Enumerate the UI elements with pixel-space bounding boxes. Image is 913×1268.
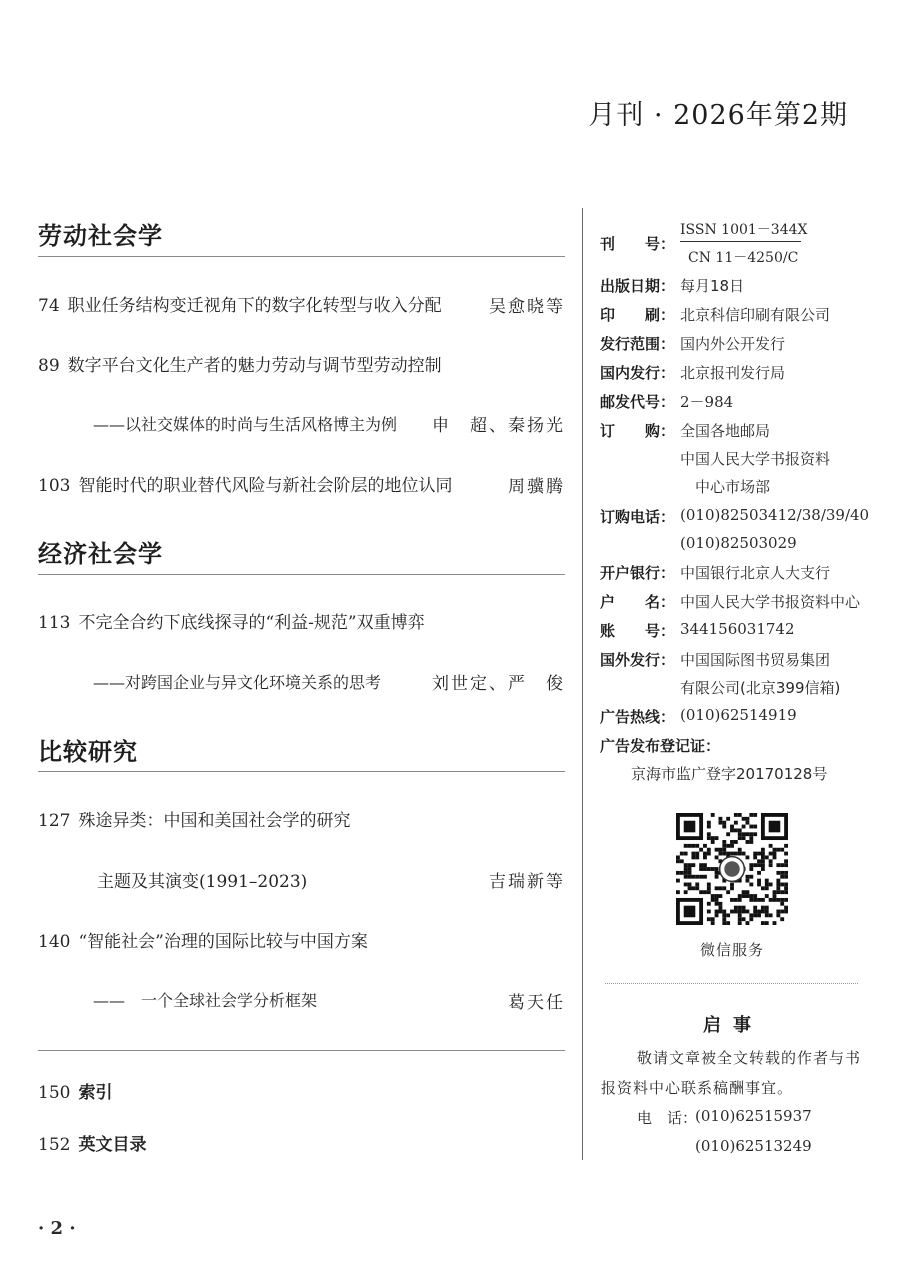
notice-phone-2: (010)62513249 [695,1137,812,1155]
section-divider [38,574,565,575]
issn-fraction-line [680,241,801,242]
pubdate-label: 出版日期： [600,277,676,295]
page-number: 113 [38,613,71,633]
print-value: 北京科信印刷有限公司 [680,306,831,324]
page-number: 152 [38,1135,71,1155]
page-number: 74 [38,296,60,316]
page-number-footer: · 2 · [38,1218,76,1239]
column-divider [582,208,583,1160]
page-number: 103 [38,476,71,496]
toc-entry-140[interactable] [38,927,368,952]
page-number: 89 [38,356,60,376]
scope-value: 国内外公开发行 [680,335,786,353]
section-divider [38,771,565,772]
author-89: 申 超、秦扬光 [432,416,565,436]
toc-end-divider [38,1050,565,1051]
issn-value: ISSN 1001－344X [680,222,808,238]
account-name-value: 中国人民大学书报资料中心 [680,593,861,611]
wechat-qr-code[interactable] [676,813,788,925]
author-127: 吉瑞新等 [489,872,565,892]
article-title: 索引 [78,1083,113,1103]
ad-label: 广告热线： [600,708,676,726]
phone-value-2: (010)82503029 [680,534,797,552]
toc-entry-113[interactable] [38,608,425,633]
article-title: 数字平台文化生产者的魅力劳动与调节型劳动控制 [67,356,442,376]
order-value-1: 全国各地邮局 [680,422,771,440]
cn-value: CN 11－4250/C [688,250,799,266]
notice-line-1: 敬请文章被全文转载的作者与书 [637,1049,862,1067]
account-no-label: 账 号： [600,622,676,640]
page-number: 127 [38,811,71,831]
qr-caption: 微信服务 [700,941,765,959]
order-value-3: 中心市场部 [695,478,771,496]
notice-phone-1: (010)62515937 [695,1107,812,1125]
section-divider [38,256,565,257]
phone-label: 订购电话： [600,508,676,526]
author-140: 葛天任 [508,993,565,1013]
print-label: 印 刷： [600,306,676,324]
scope-label: 发行范围： [600,335,676,353]
foreign-value-2: 有限公司(北京399信箱) [680,679,841,697]
notice-phone-label: 电 话： [637,1109,698,1127]
article-subtitle-113: ——对跨国企业与异文化环境关系的思考 [93,673,382,692]
article-subtitle-140: —— 一个全球社会学分析框架 [93,991,318,1010]
author-103: 周骥腾 [508,477,565,497]
notice-line-2: 报资料中心联系稿酬事宜。 [601,1079,794,1097]
order-value-2: 中国人民大学书报资料 [680,450,831,468]
issn-label: 刊 号： [600,235,676,253]
notice-title: 启事 [703,1015,763,1036]
phone-value-1: (010)82503412/38/39/40 [680,506,870,524]
section-title-labor-sociology: 劳动社会学 [38,222,163,250]
section-title-economic-sociology: 经济社会学 [38,540,163,568]
section-title-comparative-research: 比较研究 [38,738,138,766]
domestic-value: 北京报刊发行局 [680,364,786,382]
toc-entry-127[interactable] [38,806,350,831]
article-title: 英文目录 [78,1135,147,1155]
article-title: 不完全合约下底线探寻的“利益-规范”双重博弈 [78,613,425,633]
bank-value: 中国银行北京人大支行 [680,564,831,582]
domestic-label: 国内发行： [600,364,676,382]
ad-reg-label: 广告发布登记证： [600,737,721,755]
account-name-label: 户 名： [600,593,676,611]
author-74: 吴愈晓等 [489,297,565,317]
postcode-value: 2－984 [680,393,734,411]
foreign-value-1: 中国国际图书贸易集团 [680,651,831,669]
postcode-label: 邮发代号： [600,393,676,411]
page-number: 150 [38,1083,71,1103]
article-title: 职业任务结构变迁视角下的数字化转型与收入分配 [67,296,442,316]
toc-entry-74[interactable] [38,291,442,316]
toc-entry-150[interactable] [38,1078,112,1103]
author-113: 刘世定、严 俊 [432,674,565,694]
article-subtitle-127: 主题及其演变(1991–2023) [97,872,308,892]
article-subtitle-89: ——以社交媒体的时尚与生活风格博主为例 [93,415,398,434]
ad-reg-value: 京海市监广登字20170128号 [631,765,828,783]
toc-entry-89[interactable] [38,351,442,376]
pubdate-value: 每月18日 [680,277,745,295]
article-title: 智能时代的职业替代风险与新社会阶层的地位认同 [78,476,453,496]
ad-phone-value: (010)62514919 [680,706,797,724]
article-title: 殊途异类：中国和美国社会学的研究 [78,811,351,831]
order-label: 订 购： [600,422,676,440]
page-number: 140 [38,932,71,952]
account-no-value: 344156031742 [680,620,795,638]
issue-title: 月刊 · 2026年第2期 [588,100,848,131]
bank-label: 开户银行： [600,564,676,582]
article-title: “智能社会”治理的国际比较与中国方案 [78,932,368,952]
toc-entry-103[interactable] [38,471,452,496]
notice-divider [605,983,858,984]
foreign-label: 国外发行： [600,651,676,669]
toc-entry-152[interactable] [38,1130,146,1155]
